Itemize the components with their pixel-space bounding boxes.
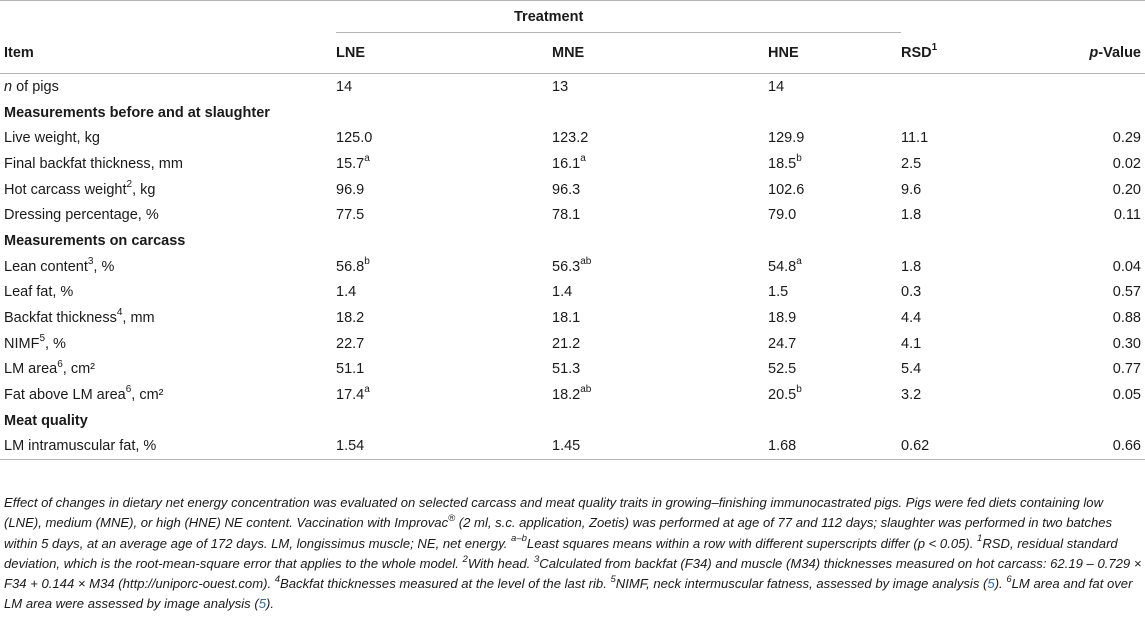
cell-lne: 22.7 xyxy=(336,335,365,352)
row-label: Final backfat thickness, mm xyxy=(4,155,183,172)
cell-hne: 129.9 xyxy=(768,130,805,147)
table-row xyxy=(0,177,1145,203)
cell-p-value: 0.88 xyxy=(1112,310,1141,327)
cell-rsd: 3.2 xyxy=(901,387,922,404)
table-footnote: Effect of changes in dietary net energy concentration was evaluated on selected carcass and meat quality traits in growing–finishing immunocastrated pigs. Pigs were fed diets containing low (LNE), medium (MNE), or high (HNE) NE content. Vaccination with Improvac® (2 ml, s.c. application, Zoetis) was performed at age of 77 and 112 days; slaughter was performed in two batches within 5 days, at an average age of 172 days. LM, longissimus muscle; NE, net energy. $^{a-b}$Least squares means within a row with different superscripts differ (p < 0.05). $^1$RSD, residual standard deviation, which is the root-mean-square error that applies to the whole model. $^2$With head. $^3$Calculated from backfat (F34) and muscle (M34) thicknesses measured on hot carcass: 62.19 – 0.729 × F34 + 0.144 × M34 (http://uniporc-ouest.com). $^4$Backfat thicknesses measured at the level of the last rib. $^5$NIMF, neck intermuscular fatness, assessed by image analysis (5). $^6$LM area and fat over LM area were assessed by image analysis (5). xyxy=(4,495,1142,612)
col-header-mne: MNE xyxy=(552,33,768,74)
section-header-row xyxy=(0,408,1145,434)
table-row xyxy=(0,434,1145,460)
cell-lne: 14 xyxy=(336,78,353,95)
cell-p-value: 0.77 xyxy=(1112,361,1141,378)
cell-lne: 125.0 xyxy=(336,130,373,147)
col-header-p-value: p-Value xyxy=(1075,33,1145,74)
cell-hne: 54.8$^a$ xyxy=(768,255,802,275)
row-label: Hot carcass weight$^2$, kg xyxy=(4,178,156,198)
table-row xyxy=(0,331,1145,357)
row-label: Fat above LM area$^6$, cm² xyxy=(4,384,164,404)
cell-p-value: 0.29 xyxy=(1112,130,1141,147)
cell-rsd: 1.8 xyxy=(901,258,922,275)
cell-mne: 18.1 xyxy=(552,310,581,327)
cell-p-value: 0.05 xyxy=(1112,387,1141,404)
cell-mne: 1.4 xyxy=(552,284,573,301)
cell-lne: 51.1 xyxy=(336,361,365,378)
row-label: LM area$^6$, cm² xyxy=(4,358,95,378)
cell-p-value: 0.04 xyxy=(1112,258,1141,275)
cell-lne: 1.54 xyxy=(336,434,552,460)
cell-mne: 1.45 xyxy=(552,434,768,460)
cell-mne: 78.1 xyxy=(552,207,581,224)
cell-mne: 56.3$^{ab}$ xyxy=(552,255,592,275)
cell-rsd: 0.62 xyxy=(901,434,1075,460)
row-label: Lean content$^3$, % xyxy=(4,255,115,275)
cell-p-value: 0.02 xyxy=(1112,155,1141,172)
cell-mne: 18.2$^{ab}$ xyxy=(552,384,592,404)
cell-rsd: 4.4 xyxy=(901,310,922,327)
col-header-item: Item xyxy=(0,33,336,74)
cell-lne: 1.4 xyxy=(336,284,357,301)
col-header-hne: HNE xyxy=(768,33,901,74)
cell-hne: 52.5 xyxy=(768,361,797,378)
group-header-row xyxy=(0,1,1145,33)
cell-mne: 123.2 xyxy=(552,130,589,147)
cell-hne: 1.68 xyxy=(768,434,901,460)
section-title: Measurements on carcass xyxy=(4,232,186,249)
cell-lne: 18.2 xyxy=(336,310,365,327)
section-header-row xyxy=(0,100,1145,126)
row-label: Dressing percentage, % xyxy=(4,207,159,224)
cell-hne: 79.0 xyxy=(768,207,797,224)
reference-link[interactable]: 5 xyxy=(258,596,267,612)
cell-rsd: 5.4 xyxy=(901,361,922,378)
cell-rsd: 11.1 xyxy=(901,130,929,147)
table-row xyxy=(0,254,1145,280)
cell-lne: 56.8$^b$ xyxy=(336,255,370,275)
section-title: Measurements before and at slaughter xyxy=(4,104,270,121)
column-header-row xyxy=(0,33,1145,74)
cell-hne: 18.5$^b$ xyxy=(768,153,802,172)
cell-rsd: 9.6 xyxy=(901,181,922,198)
cell-p-value: 0.20 xyxy=(1112,181,1141,198)
table-row xyxy=(0,382,1145,408)
cell-rsd: 4.1 xyxy=(901,335,922,352)
row-label: Live weight, kg xyxy=(4,130,100,147)
cell-p-value: 0.66 xyxy=(1075,434,1145,460)
table-row xyxy=(0,280,1145,306)
cell-p-value: 0.57 xyxy=(1112,284,1141,301)
section-header-row xyxy=(0,228,1145,254)
row-label: LM intramuscular fat, % xyxy=(0,434,336,460)
row-label: NIMF$^5$, % xyxy=(4,332,66,352)
col-header-lne: LNE xyxy=(336,33,552,74)
cell-mne: 13 xyxy=(552,78,569,95)
cell-p-value: 0.30 xyxy=(1112,335,1141,352)
cell-hne: 14 xyxy=(768,78,785,95)
col-header-rsd: RSD$^1$ xyxy=(901,33,1075,74)
cell-p-value: 0.11 xyxy=(1113,207,1141,224)
cell-lne: 15.7$^a$ xyxy=(336,153,370,172)
cell-lne: 17.4$^a$ xyxy=(336,384,370,404)
cell-lne: 77.5 xyxy=(336,207,365,224)
row-label: Backfat thickness$^4$, mm xyxy=(4,307,155,327)
treatment-header: Treatment xyxy=(514,8,584,25)
n-pigs-row xyxy=(0,74,1145,100)
table-row xyxy=(0,305,1145,331)
row-label: Leaf fat, % xyxy=(4,284,74,301)
cell-hne: 1.5 xyxy=(768,284,789,301)
cell-lne: 96.9 xyxy=(336,181,365,198)
cell-rsd: 1.8 xyxy=(901,207,922,224)
cell-mne: 51.3 xyxy=(552,361,581,378)
cell-rsd: 0.3 xyxy=(901,284,922,301)
cell-hne: 102.6 xyxy=(768,181,805,198)
cell-hne: 24.7 xyxy=(768,335,797,352)
table-row xyxy=(0,151,1145,177)
table-row xyxy=(0,125,1145,151)
table-row xyxy=(0,357,1145,383)
cell-mne: 16.1$^a$ xyxy=(552,153,586,172)
table-row xyxy=(0,202,1145,228)
section-title: Meat quality xyxy=(4,412,88,429)
cell-mne: 21.2 xyxy=(552,335,581,352)
cell-hne: 20.5$^b$ xyxy=(768,384,802,404)
cell-rsd: 2.5 xyxy=(901,155,922,172)
reference-link[interactable]: 5 xyxy=(987,576,995,592)
cell-mne: 96.3 xyxy=(552,181,581,198)
row-label: n of pigs xyxy=(4,78,59,95)
cell-hne: 18.9 xyxy=(768,310,797,327)
